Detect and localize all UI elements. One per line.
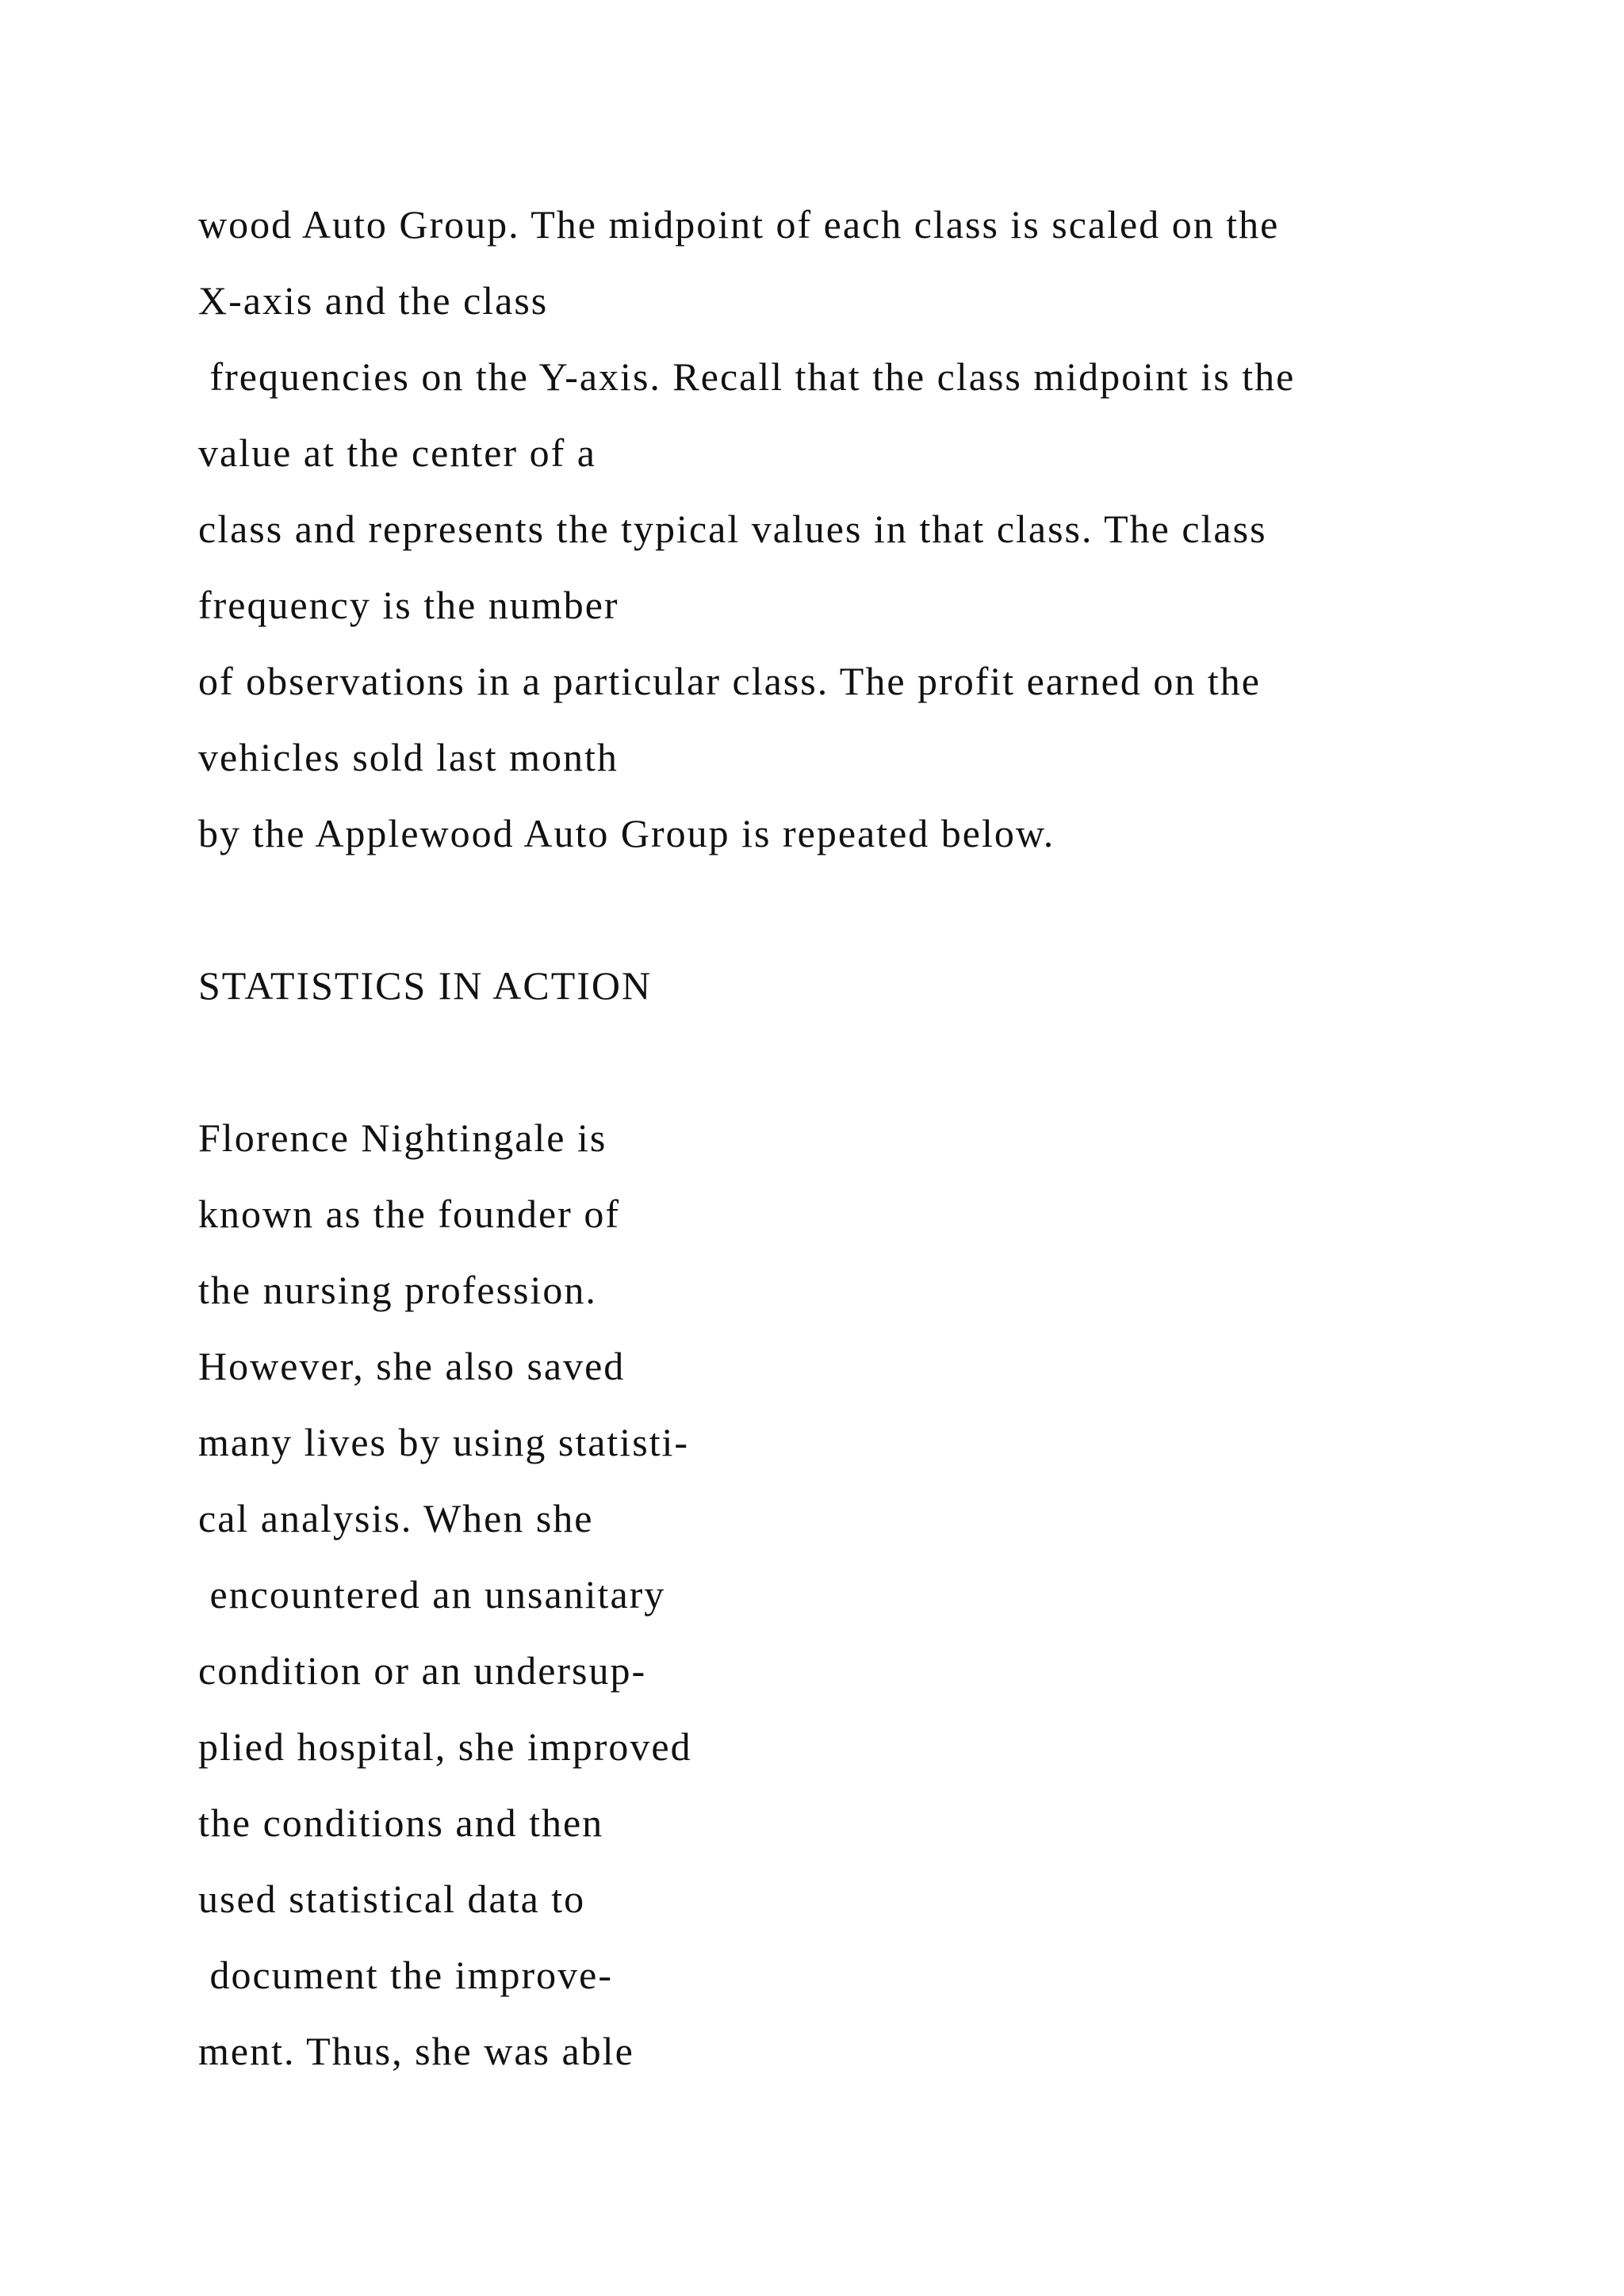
text-line: frequency is the number <box>198 583 619 627</box>
text-line: many lives by using statisti- <box>198 1420 690 1464</box>
text-line: of observations in a particular class. The profit earned on the <box>198 659 1261 703</box>
document-text <box>198 186 1546 2089</box>
text-line: wood Auto Group. The midpoint of each class is scaled on the <box>198 202 1280 247</box>
text-line: class and represents the typical values in that class. The class <box>198 507 1267 551</box>
text-line: ment. Thus, she was able <box>198 2029 634 2073</box>
text-line: known as the founder of <box>198 1192 620 1236</box>
sidebar-heading: STATISTICS IN ACTION <box>198 963 653 1008</box>
text-line: However, she also saved <box>198 1344 626 1388</box>
text-line: by the Applewood Auto Group is repeated below. <box>198 811 1055 855</box>
text-line: frequencies on the Y-axis. Recall that the class midpoint is the <box>198 354 1296 399</box>
text-line: X-axis and the class <box>198 278 549 323</box>
text-line: encountered an unsanitary <box>198 1572 666 1617</box>
text-line: used statistical data to <box>198 1877 586 1921</box>
text-line: cal analysis. When she <box>198 1496 594 1540</box>
text-line: vehicles sold last month <box>198 735 619 779</box>
sidebar-paragraph <box>198 1100 1546 2089</box>
text-line: value at the center of a <box>198 430 596 475</box>
text-line: the nursing profession. <box>198 1268 597 1312</box>
text-line: document the improve- <box>198 1953 614 1997</box>
text-line: the conditions and then <box>198 1800 604 1845</box>
body-paragraph <box>198 186 1546 871</box>
paragraph-spacer <box>198 871 1546 947</box>
text-line: condition or an undersup- <box>198 1648 647 1693</box>
text-line: Florence Nightingale is <box>198 1115 607 1160</box>
paragraph-spacer <box>198 1024 1546 1100</box>
text-line: plied hospital, she improved <box>198 1724 692 1769</box>
